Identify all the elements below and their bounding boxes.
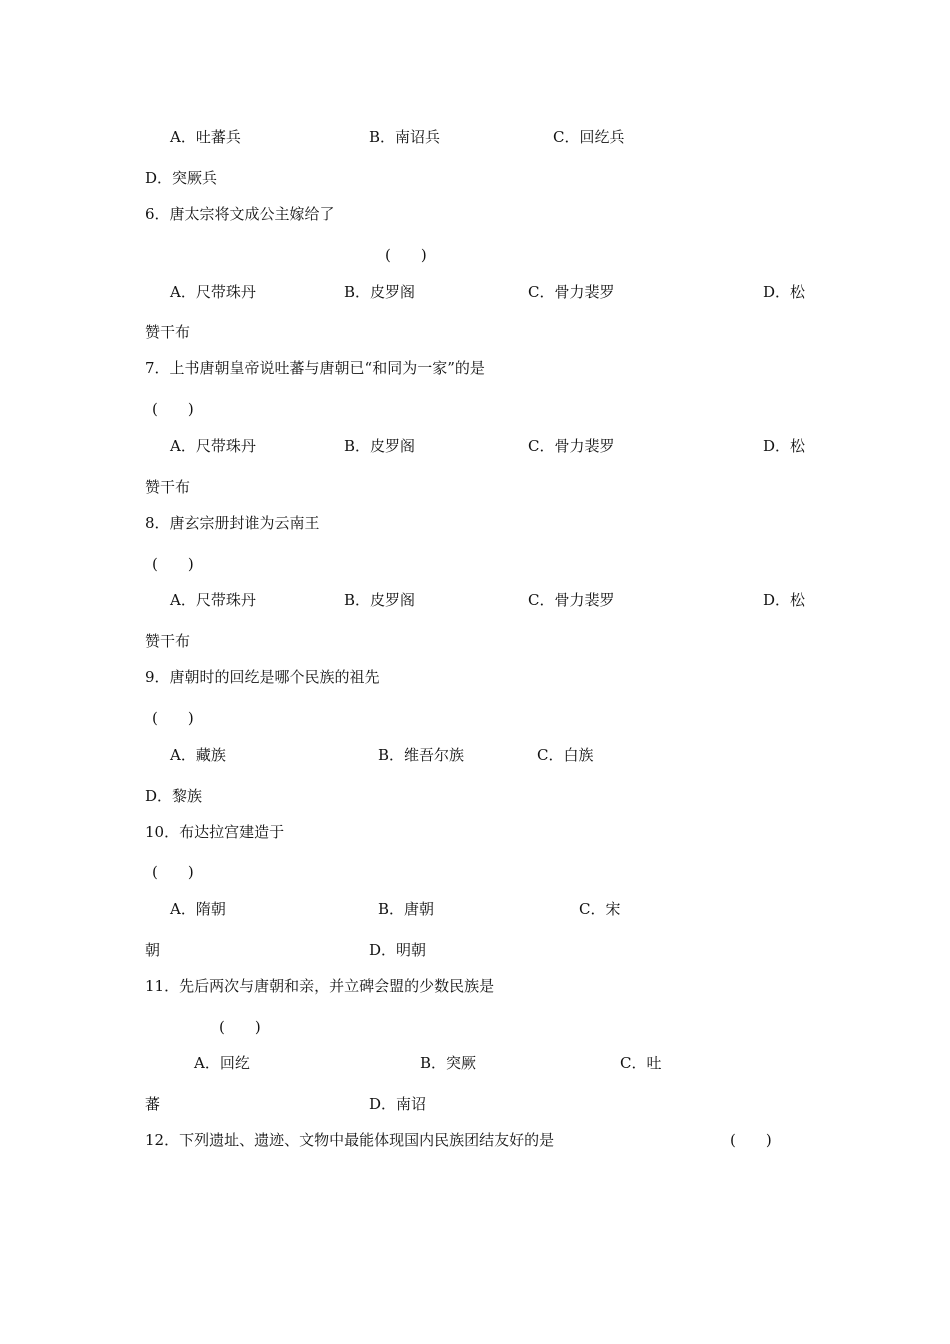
option-b: B．突厥 (420, 1054, 477, 1072)
option-c: C．骨力裴罗 (528, 591, 615, 609)
option-a: A．吐蕃兵 (170, 128, 241, 146)
option-a: A．回纥 (194, 1054, 250, 1072)
question-7: 7．上书唐朝皇帝说吐蕃与唐朝已“和同为一家”的是 (145, 359, 485, 377)
answer-blank: ( ) (219, 1018, 261, 1036)
option-c: C．骨力裴罗 (528, 283, 615, 301)
option-b: B．南诏兵 (369, 128, 441, 146)
option-c: C．骨力裴罗 (528, 437, 615, 455)
option-b: B．维吾尔族 (378, 746, 465, 764)
question-10: 10．布达拉宫建造于 (145, 823, 285, 841)
option-c: C．吐 (620, 1054, 662, 1072)
option-c: C．白族 (537, 746, 594, 764)
answer-blank: ( ) (152, 863, 194, 881)
answer-blank: ( ) (152, 400, 194, 418)
option-d: D．松 (763, 591, 806, 609)
option-b: B．皮罗阁 (344, 591, 416, 609)
answer-blank: ( ) (152, 709, 194, 727)
option-d-continued: 赞干布 (145, 478, 191, 496)
answer-blank: ( ) (730, 1131, 772, 1149)
option-b: B．皮罗阁 (344, 437, 416, 455)
question-12: 12．下列遗址、遗迹、文物中最能体现国内民族团结友好的是 (145, 1131, 555, 1149)
option-a: A．藏族 (170, 746, 226, 764)
option-d: D．明朝 (369, 941, 427, 959)
option-b: B．唐朝 (378, 900, 435, 918)
question-9: 9．唐朝时的回纥是哪个民族的祖先 (145, 668, 380, 686)
option-d: D．突厥兵 (145, 169, 218, 187)
question-6: 6．唐太宗将文成公主嫁给了 (145, 205, 335, 223)
option-d: D．松 (763, 283, 806, 301)
option-d-continued: 赞干布 (145, 632, 191, 650)
option-d-continued: 赞干布 (145, 323, 191, 341)
option-c: C．回纥兵 (553, 128, 625, 146)
answer-blank: ( ) (152, 555, 194, 573)
question-8: 8．唐玄宗册封谁为云南王 (145, 514, 320, 532)
option-d: D．松 (763, 437, 806, 455)
option-a: A．尺带珠丹 (170, 591, 256, 609)
option-c: C．宋 (579, 900, 621, 918)
option-d: D．黎族 (145, 787, 203, 805)
option-d: D．南诏 (369, 1095, 427, 1113)
answer-blank: ( ) (385, 246, 427, 264)
option-a: A．尺带珠丹 (170, 283, 256, 301)
option-a: A．隋朝 (170, 900, 226, 918)
question-11: 11．先后两次与唐朝和亲，并立碑会盟的少数民族是 (145, 977, 495, 995)
option-b: B．皮罗阁 (344, 283, 416, 301)
option-c-continued: 朝 (145, 941, 161, 959)
option-c-continued: 蕃 (145, 1095, 161, 1113)
option-a: A．尺带珠丹 (170, 437, 256, 455)
